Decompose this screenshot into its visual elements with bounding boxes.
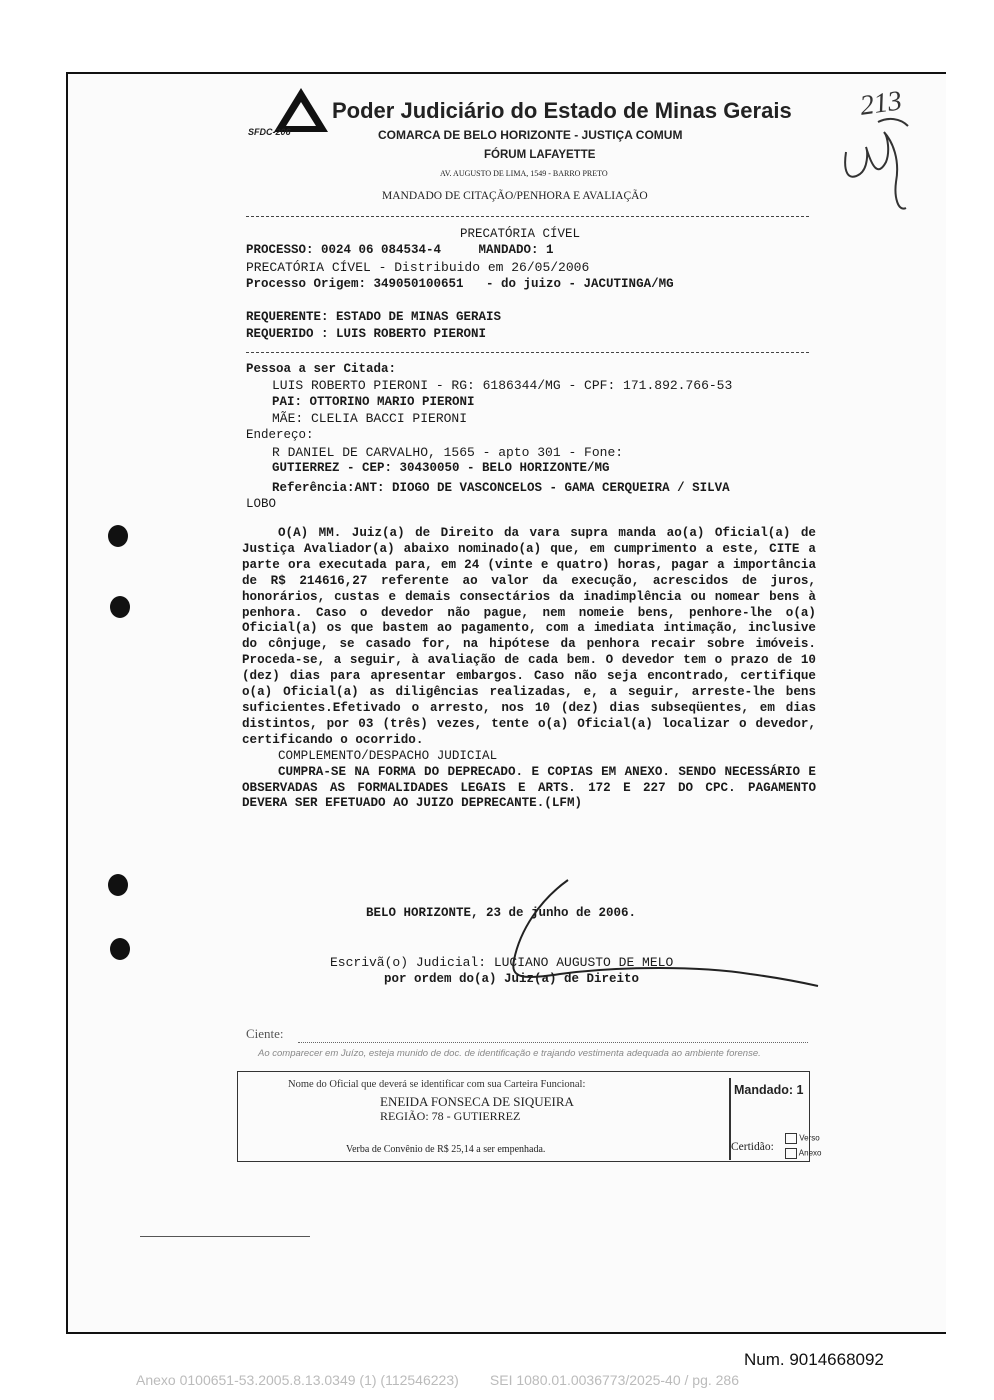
person-mother: MÃE: CLELIA BACCI PIERONI (272, 411, 468, 426)
annex-footer: Anexo 0100651-53.2005.8.13.0349 (1) (112546223) SEI 1080.01.0036773/2025-40 / pg. 286 (136, 1372, 739, 1388)
place-date: BELO HORIZONTE, 23 de junho de 2006. (366, 906, 637, 920)
requerente: REQUERENTE: ESTADO DE MINAS GERAIS (246, 310, 502, 324)
anexo-option (785, 1148, 821, 1159)
court-notice: Ao comparecer em Juízo, esteja munido de doc. de identificação e trajando vestimenta adequada ao ambiente forense. (258, 1048, 761, 1059)
order-body (242, 526, 816, 812)
ciente-line (298, 1042, 808, 1043)
person-label: Pessoa a ser Citada: (246, 362, 397, 376)
verba: Verba de Convênio de R$ 25,14 a ser empenhada. (346, 1144, 546, 1155)
address-line-2: GUTIERREZ - CEP: 30430050 - BELO HORIZONTE/MG (272, 461, 610, 475)
verso-label: Verso (799, 1133, 820, 1143)
officer-name: ENEIDA FONSECA DE SIQUEIRA (380, 1094, 574, 1109)
distribution-line: PRECATÓRIA CÍVEL - Distribuido em 26/05/2006 (246, 260, 590, 275)
anexo-checkbox[interactable] (785, 1148, 797, 1159)
verso-checkbox[interactable] (785, 1133, 797, 1144)
complement-title: COMPLEMENTO/DESPACHO JUDICIAL (278, 748, 498, 763)
clerk-line: Escrivã(o) Judicial: LUCIANO AUGUSTO DE MELO (330, 955, 674, 970)
punch-hole (108, 874, 128, 896)
officer-region: REGIÃO: 78 - GUTIERREZ (380, 1109, 521, 1123)
mandado-label: Mandado: 1 (734, 1083, 804, 1097)
complement-text: CUMPRA-SE NA FORMA DO DEPRECADO. E COPIAS EM ANEXO. SENDO NECESSÁRIO E OBSERVADAS AS FORMALIDADES LEGAIS E ARTS. 172 E 227 DO CPC. PAGAMENTO DEVERA SER EFETUADO AO JUIZO DEPRECANTE.(LFM) (242, 764, 816, 811)
reference-line-2: LOBO (246, 497, 277, 511)
paper-bottom-edge (66, 1332, 946, 1334)
punch-hole (108, 525, 128, 547)
origin-line: Processo Origem: 349050100651 - do juizo - JACUTINGA/MG (246, 277, 674, 291)
document-number: Num. 9014668092 (744, 1350, 884, 1369)
person-name-line: LUIS ROBERTO PIERONI - RG: 6186344/MG - CPF: 171.892.766-53 (272, 378, 733, 393)
person-father: PAI: OTTORINO MARIO PIERONI (272, 395, 475, 409)
form-code: SFDC-206 (248, 127, 291, 137)
forum-address: AV. AUGUSTO DE LIMA, 1549 - BARRO PRETO (440, 169, 608, 178)
separator (246, 352, 809, 353)
reference-line-1: Referência:ANT: DIOGO DE VASCONCELOS - GAMA CERQUEIRA / SILVA (272, 481, 730, 495)
court-name: Poder Judiciário do Estado de Minas Gerais (332, 98, 792, 123)
punch-hole (110, 938, 130, 960)
section-title: PRECATÓRIA CÍVEL (460, 227, 581, 241)
anexo-label: Anexo (798, 1148, 822, 1158)
address-label: Endereço: (246, 428, 314, 442)
process-line: PROCESSO: 0024 06 084534-4 MANDADO: 1 (246, 243, 554, 257)
officer-label: Nome do Oficial que deverá se identificar com sua Carteira Funcional: (288, 1079, 586, 1090)
separator (246, 216, 809, 217)
forum: FÓRUM LAFAYETTE (484, 149, 596, 161)
handwritten-signature (500, 870, 820, 1000)
main-paragraph: O(A) MM. Juiz(a) de Direito da vara supra manda ao(a) Oficial(a) de Justiça Avaliador(a) abaixo nominado(a) que, em cumprimento a este, CITE a parte ora executada para, em 24 (vinte e quatro) horas, pagar a importância de R$ 214616,27 referente ao valor da execução, acrescidos de juros, honorários, custas e demais consectários da inadimplência ou nomear bens à penhora. Caso o devedor não pague, nem nomeie bens, penhore-lhe o(a) Oficial(a) os que bastem ao pagamento, com a imediata intimação, inclusive do cônjuge, se casado for, na hipótese da penhora recair sobre imóveis. Proceda-se, a seguir, à avaliação de cada bem. O devedor tem o prazo de 10 (dez) dias para apresentar embargos. Caso não seja encontrado, certifique o(a) Oficial(a) as diligências realizadas, e, a seguir, arreste-lhe bens suficientes.Efetivado o arresto, nos 10 (dez) dias subseqüentes, em dias distintos, por 03 (três) vezes, tente o(a) Oficial(a) localizar o devedor, certificando o ocorrido. (242, 526, 816, 747)
document-type: MANDADO DE CITAÇÃO/PENHORA E AVALIAÇÃO (382, 190, 648, 202)
verso-option (785, 1133, 820, 1144)
certidao-label: Certidão: (731, 1141, 774, 1153)
punch-hole (110, 596, 130, 618)
comarca: COMARCA DE BELO HORIZONTE - JUSTIÇA COMUM (378, 128, 683, 142)
requerido: REQUERIDO : LUIS ROBERTO PIERONI (246, 327, 487, 341)
order-line: por ordem do(a) Juiz(a) de Direito (384, 972, 640, 986)
handwritten-page-number: 213 (857, 85, 904, 122)
address-line-1: R DANIEL DE CARVALHO, 1565 - apto 301 - Fone: (272, 445, 624, 460)
handwritten-initials (838, 112, 918, 222)
ciente-label: Ciente: (246, 1026, 284, 1041)
scan-mark-line (140, 1236, 310, 1237)
